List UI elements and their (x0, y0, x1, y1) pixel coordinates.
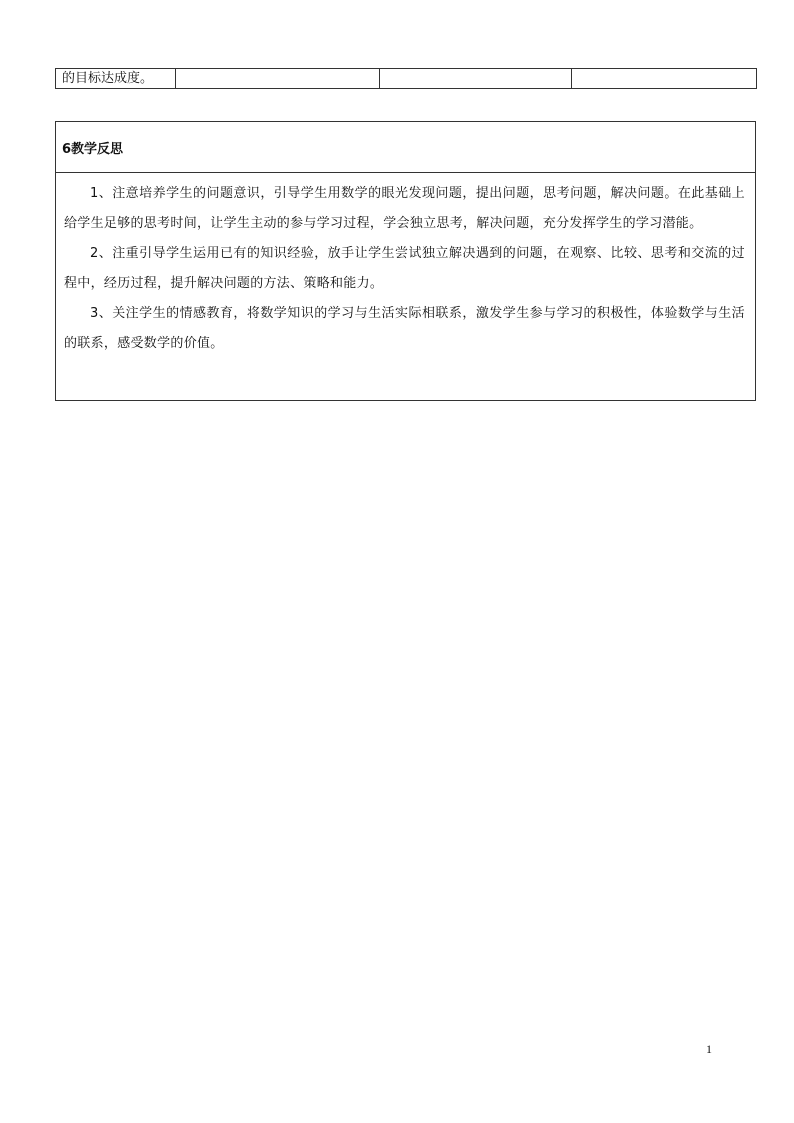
section-body (56, 173, 755, 359)
table-cell (176, 69, 380, 89)
table-cell (572, 69, 757, 89)
reflection-paragraph-3: 3、关注学生的情感教育，将数学知识的学习与生活实际相联系，激发学生参与学习的积极性，体验数学与生活的联系，感受数学的价值。 (64, 306, 745, 351)
table-row (56, 69, 757, 89)
table-cell (380, 69, 572, 89)
section-heading: 6教学反思 (56, 122, 755, 173)
teaching-reflection-section (55, 121, 756, 401)
reflection-paragraph-2: 2、注重引导学生运用已有的知识经验，放手让学生尝试独立解决遇到的问题，在观察、比较、思考和交流的过程中，经历过程，提升解决问题的方法、策略和能力。 (64, 246, 745, 291)
evaluation-table-fragment (55, 68, 757, 89)
page-number: 1 (706, 1042, 712, 1056)
reflection-paragraph-1: 1、注意培养学生的问题意识，引导学生用数学的眼光发现问题，提出问题，思考问题，解决问题。在此基础上给学生足够的思考时间，让学生主动的参与学习过程，学会独立思考，解决问题，充分发挥学生的学习潜能。 (64, 186, 745, 231)
table-cell-target-achievement: 的目标达成度。 (56, 69, 176, 89)
